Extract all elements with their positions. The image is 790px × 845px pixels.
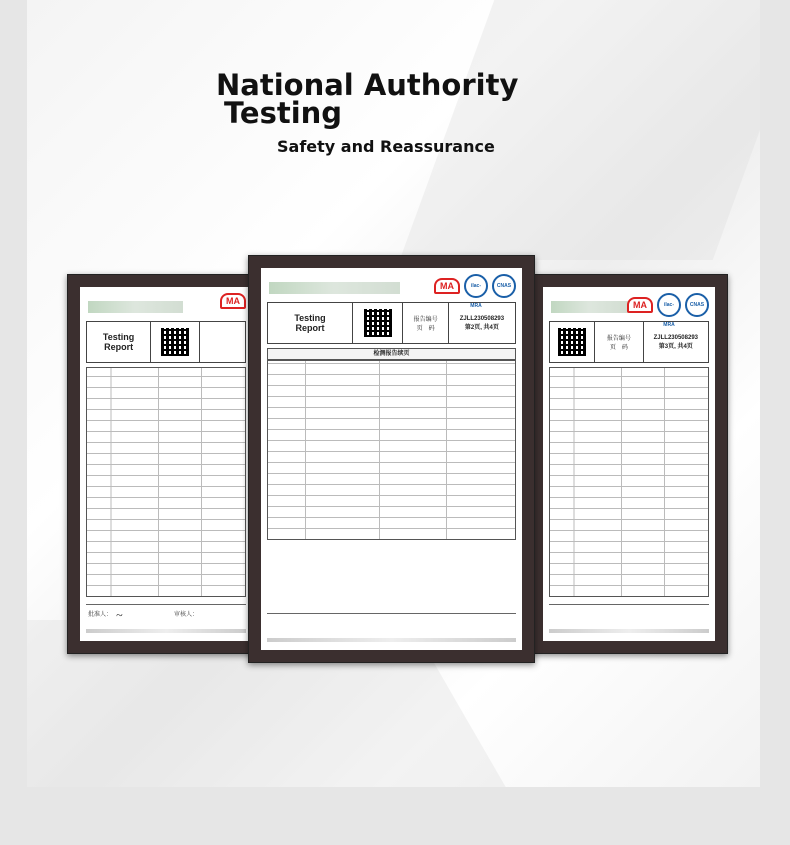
bottom-band xyxy=(0,787,790,845)
report-header xyxy=(267,302,516,344)
report-table xyxy=(549,367,709,597)
report-footer xyxy=(549,604,709,635)
reviewer-label: 审核人： xyxy=(174,612,199,618)
report-title-line2: Report xyxy=(295,323,325,333)
report-paper-right xyxy=(543,287,715,641)
report-footer xyxy=(86,604,246,635)
heading-line-1: National Authority xyxy=(216,68,519,102)
page-label: 页 码 xyxy=(416,326,435,332)
report-table xyxy=(86,367,246,597)
cert-logos xyxy=(627,293,709,328)
ma-badge: MA xyxy=(434,278,460,294)
ilac-badge: ilac-MRA xyxy=(464,274,488,298)
heading-line-2: Testing xyxy=(224,96,343,130)
decor-facet xyxy=(400,0,760,260)
letterhead-blur xyxy=(269,282,400,294)
report-labels xyxy=(403,303,448,343)
qr-code-icon xyxy=(558,328,586,356)
report-table xyxy=(267,360,516,540)
cnas-badge: CNAS xyxy=(685,293,709,317)
report-no: ZJLL230508293 xyxy=(459,315,505,322)
letterhead-blur xyxy=(551,301,628,313)
report-header xyxy=(86,321,246,363)
page-value: 第3页, 共4页 xyxy=(658,343,693,350)
footer-address xyxy=(267,638,516,642)
report-labels xyxy=(595,322,643,362)
report-values xyxy=(644,322,708,362)
report-footer xyxy=(267,613,516,644)
report-paper-center xyxy=(261,268,522,650)
report-no: ZJLL230508293 xyxy=(653,334,698,341)
report-title-line1: Testing xyxy=(102,332,135,342)
qr-code-icon xyxy=(364,309,392,337)
report-meta-cell xyxy=(200,322,245,362)
page-label: 页 码 xyxy=(609,345,628,351)
cnas-badge: CNAS xyxy=(492,274,516,298)
report-title-cell xyxy=(87,322,151,362)
qr-code-icon xyxy=(161,328,189,356)
report-frame-right xyxy=(530,274,728,654)
report-values xyxy=(449,303,515,343)
section-title: 检测报告续页 xyxy=(267,348,516,360)
approver-label: 批准人： xyxy=(88,612,113,618)
report-frame-left xyxy=(67,274,265,654)
report-frame-center xyxy=(248,255,535,663)
ilac-badge: ilac-MRA xyxy=(657,293,681,317)
subtitle: Safety and Reassurance xyxy=(277,137,495,156)
report-title-cell xyxy=(268,303,353,343)
approver-signature: ~ xyxy=(116,608,123,622)
report-paper-left xyxy=(80,287,252,641)
report-title-line1: Testing xyxy=(294,313,326,323)
footer-address xyxy=(86,629,246,633)
letterhead-blur xyxy=(88,301,183,313)
report-no-label: 报告编号 xyxy=(606,336,631,342)
footer-address xyxy=(549,629,709,633)
qr-cell xyxy=(550,322,595,362)
ma-badge: MA xyxy=(627,297,653,313)
report-no-label: 报告编号 xyxy=(413,317,438,323)
qr-cell xyxy=(353,303,403,343)
qr-cell xyxy=(151,322,199,362)
ma-badge: MA xyxy=(220,293,246,309)
report-title-line2: Report xyxy=(104,342,134,352)
cert-logos xyxy=(434,274,516,309)
cert-logos xyxy=(220,293,246,309)
report-header xyxy=(549,321,709,363)
page-value: 第2页, 共4页 xyxy=(464,324,499,331)
